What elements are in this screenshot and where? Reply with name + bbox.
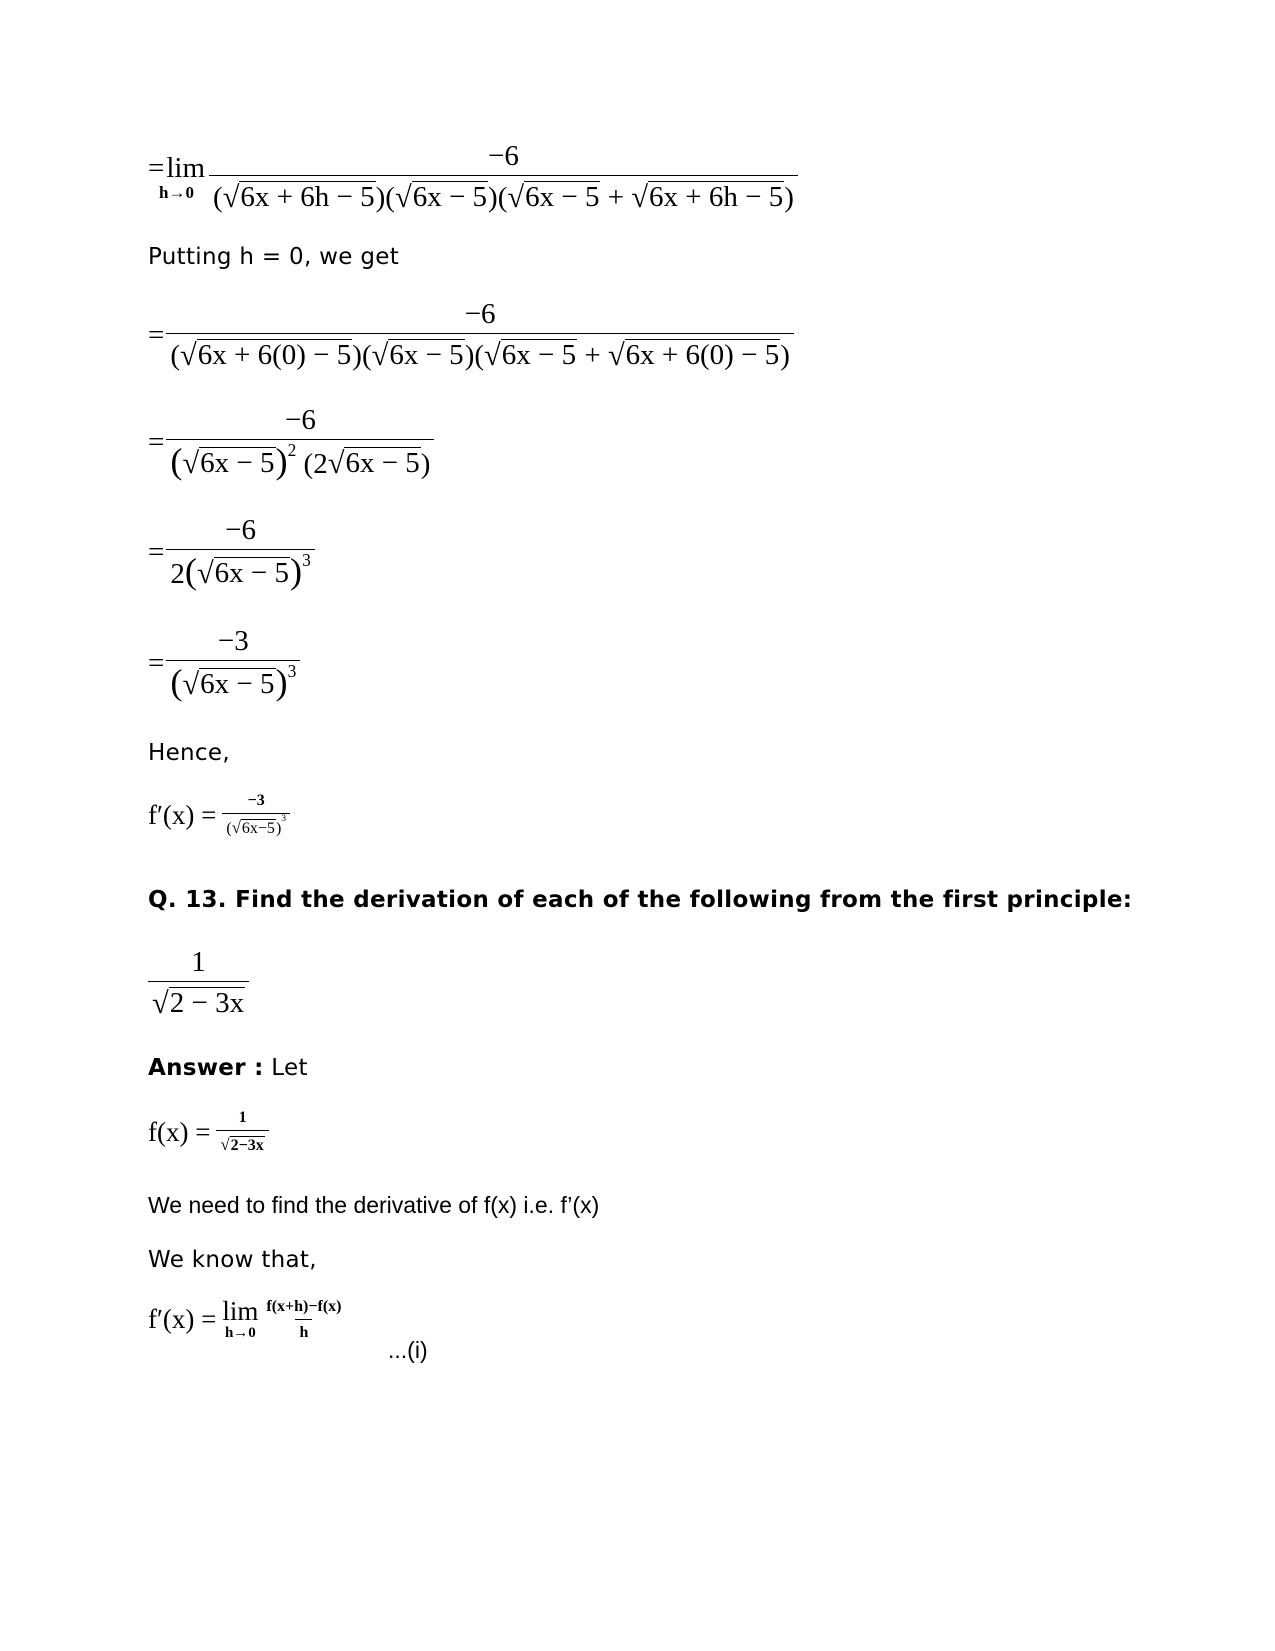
need-text: We need to find the derivative of f(x) i.e. f’(x) [148, 1192, 600, 1218]
fraction: −6 ( √ 6x + 6(0) − 5 )( √ 6x − 5 )( √ 6x − 5 + √ 6x + 6(0) − 5 ) [166, 300, 794, 371]
fraction: −6 ( √ 6x − 5 )$^2$ (2 √ 6x − 5 ) [166, 406, 434, 479]
answer-label: Answer : [148, 1055, 264, 1081]
hence-text: Hence, [148, 740, 230, 766]
question-heading: Q. 13. Find the derivation of each of the following from the first principle: [148, 887, 1133, 913]
result-equation: f′(x) = −3 ( √ 6x−5 )$^3$ [148, 793, 290, 837]
limit-operator: lim h→0 [222, 1296, 259, 1341]
derivative-definition: f′(x) = lim h→0 $\frac{f(x+h)-f(x)}{h}$ [148, 1298, 345, 1341]
fraction: $\frac{f(x+h)-f(x)}{h}$ [266, 1297, 342, 1341]
limit-operator: =lim h→0 [148, 151, 206, 202]
answer-line: Answer : Let [148, 1055, 308, 1081]
fraction: 1 √ 2 − 3x [148, 948, 249, 1019]
putting-text: Putting h = 0, we get [148, 244, 400, 270]
fx-definition: f(x) = 1 √ 2−3x [148, 1110, 269, 1154]
question-expression [148, 948, 249, 1019]
equation-step-3: = −6 ( √ 6x − 5 )$^2$ (2 √ 6x − 5 ) [148, 406, 434, 479]
fraction: −3 ( √ 6x−5 )$^3$ [222, 793, 290, 837]
equation-step-2: = −6 ( √ 6x + 6(0) − 5 )( √ 6x − 5 )( √ 6x − 5 + √ 6x + 6(0) − 5 ) [148, 300, 794, 371]
equation-tag: ...(i) [388, 1337, 428, 1363]
fraction: −6 2( √ 6x − 5 )$^3$ [166, 516, 314, 589]
equation-step-1 [148, 142, 798, 213]
fraction: 1 √ 2−3x [216, 1110, 268, 1154]
equation-step-5: = −3 ( √ 6x − 5 )$^3$ [148, 627, 300, 700]
know-text: We know that, [148, 1247, 317, 1273]
fraction: −3 ( √ 6x − 5 )$^3$ [166, 627, 300, 700]
fraction: −6 ( √ 6x + 6h − 5 )( √ 6x − 5 )( √ 6x − 5 + √ 6x + 6h − 5 ) [209, 142, 798, 213]
equation-step-4: = −6 2( √ 6x − 5 )$^3$ [148, 516, 315, 589]
